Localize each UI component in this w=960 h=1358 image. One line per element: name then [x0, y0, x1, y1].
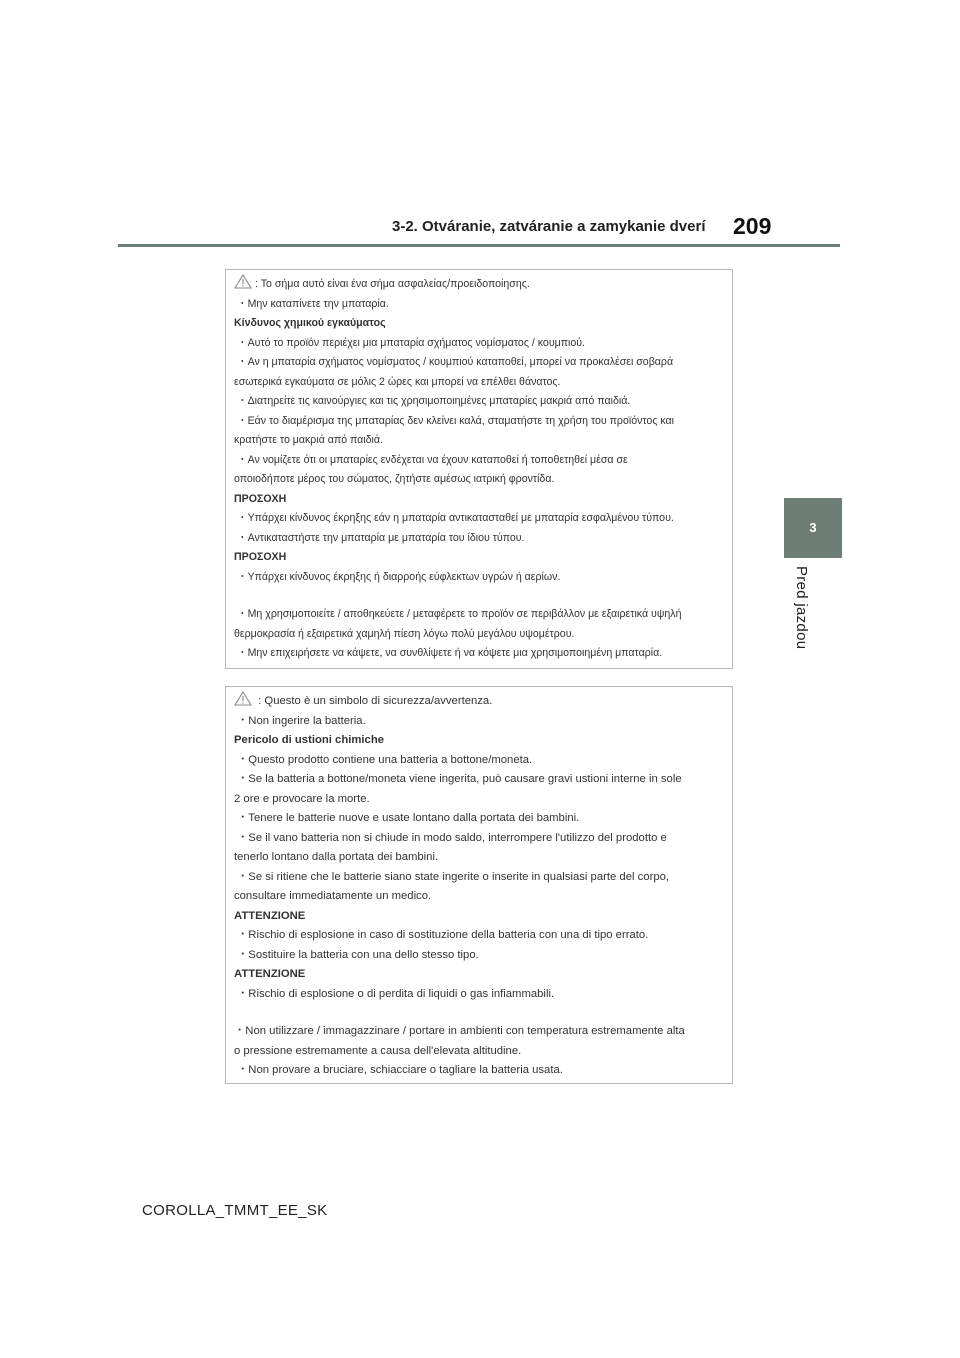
text-line [234, 392, 724, 412]
section-heading [234, 548, 724, 568]
line-text: ・Rischio di esplosione in caso di sostituzione della batteria con una di tipo errato. [237, 929, 649, 941]
section-title: 3-2. Otváranie, zatváranie a zamykanie dverí [392, 218, 706, 235]
paragraph-gap [234, 1004, 724, 1022]
line-text: 2 ore e provocare la morte. [234, 792, 370, 805]
text-line [234, 887, 724, 907]
line-text: o pressione estremamente a causa dell'elevata altitudine. [234, 1044, 522, 1057]
line-text: ・Tenere le batterie nuove e usate lontano dalla portata dei bambini. [237, 812, 580, 824]
text-line [234, 412, 724, 432]
section-heading [234, 965, 724, 985]
line-text: εσωτερικά εγκαύματα σε μόλις 2 ώρες και μπορεί να επέλθει θάνατος. [234, 375, 561, 388]
text-line [234, 295, 724, 315]
text-line [234, 568, 724, 588]
text-line [234, 451, 724, 471]
greek-warning-box [225, 269, 733, 669]
line-text: ・Διατηρείτε τις καινούργιες και τις χρησιμοποιημένες μπαταρίες μακριά από παιδιά. [237, 395, 631, 407]
text-line [234, 926, 724, 946]
line-text: Pericolo di ustioni chimiche [234, 734, 385, 746]
text-line [234, 868, 724, 888]
line-text: ・Αν η μπαταρία σχήματος νομίσματος / κουμπιού καταποθεί, μπορεί να προκαλέσει σοβαρά [237, 356, 674, 368]
line-text: ・Se la batteria a bottone/moneta viene ingerita, può causare gravi ustioni interne in sole [237, 773, 682, 785]
text-line [234, 1022, 724, 1042]
document-code: COROLLA_TMMT_EE_SK [142, 1202, 328, 1219]
line-text: ATTENZIONE [234, 968, 306, 980]
section-heading [234, 731, 724, 751]
text-line [234, 509, 724, 529]
italian-warning-box [225, 686, 733, 1084]
text-line [234, 605, 724, 625]
text-line [234, 809, 724, 829]
line-text: ・Εάν το διαμέρισμα της μπαταρίας δεν κλείνει καλά, σταματήστε τη χρήση του προϊόντος και [237, 414, 675, 427]
text-line [234, 625, 724, 645]
line-text: ・Se si ritiene che le batterie siano state ingerite o inserite in qualsiasi parte del corpo, [237, 870, 670, 883]
line-text: : Questo è un simbolo di sicurezza/avvertenza. [255, 695, 493, 707]
header-divider [118, 244, 840, 247]
text-line [234, 712, 724, 732]
line-text: ・Μην καταπίνετε την μπαταρία. [237, 297, 389, 310]
section-heading [234, 907, 724, 927]
line-text: ・Non provare a bruciare, schiacciare o tagliare la batteria usata. [237, 1064, 563, 1076]
line-text: consultare immediatamente un medico. [234, 890, 432, 902]
line-text: ・Μη χρησιμοποιείτε / αποθηκεύετε / μεταφέρετε το προϊόν σε περιβάλλον με εξαιρετικά υψηλή [237, 608, 682, 620]
text-line [234, 848, 724, 868]
text-line [234, 770, 724, 790]
chapter-title: Pred jazdou [793, 566, 810, 650]
text-line [234, 644, 724, 664]
page-number: 209 [733, 213, 772, 239]
section-heading [234, 490, 724, 510]
line-text: ・Non ingerire la batteria. [237, 714, 366, 727]
line-text: : Το σήμα αυτό είναι ένα σήμα ασφαλείας/προειδοποίησης. [255, 278, 530, 290]
text-line [234, 334, 724, 354]
text-line [234, 691, 724, 712]
line-text: tenerlo lontano dalla portata dei bambini. [234, 851, 439, 863]
line-text: ・Questo prodotto contiene una batteria a bottone/moneta. [237, 753, 533, 766]
text-line [234, 431, 724, 451]
text-line [234, 373, 724, 393]
line-text: οποιοδήποτε μέρος του σώματος, ζητήστε αμέσως ιατρική φροντίδα. [234, 473, 555, 485]
text-line [234, 985, 724, 1005]
text-line [234, 353, 724, 373]
line-text: ・Αυτό το προϊόν περιέχει μια μπαταρία σχήματος νομίσματος / κουμπιού. [237, 336, 586, 349]
section-heading [234, 314, 724, 334]
text-line [234, 529, 724, 549]
text-line [234, 1061, 724, 1081]
line-text: ・Αν νομίζετε ότι οι μπαταρίες ενδέχεται να έχουν καταποθεί ή τοποθετηθεί μέσα σε [237, 453, 628, 466]
text-line [234, 470, 724, 490]
line-text: ΠΡΟΣΟΧΗ [234, 492, 287, 505]
chapter-tab: 3 [784, 498, 842, 558]
text-line [234, 946, 724, 966]
line-text: ・Rischio di esplosione o di perdita di liquidi o gas infiammabili. [237, 987, 555, 1000]
line-text: ・Υπάρχει κίνδυνος έκρηξης εάν η μπαταρία αντικατασταθεί με μπαταρία εσφαλμένου τύπου. [237, 512, 674, 524]
line-text: ・Non utilizzare / immagazzinare / portare in ambienti con temperatura estremamente alta [234, 1025, 685, 1037]
text-line [234, 790, 724, 810]
line-text: ・Μην επιχειρήσετε να κάψετε, να συνθλίψετε ή να κόψετε μια χρησιμοποιημένη μπαταρία. [237, 647, 663, 659]
line-text: ・Υπάρχει κίνδυνος έκρηξης ή διαρροής εύφλεκτων υγρών ή αερίων. [237, 570, 561, 583]
warning-triangle-icon [234, 691, 252, 706]
text-line [234, 1042, 724, 1062]
line-text: Κίνδυνος χημικού εγκαύματος [234, 317, 386, 329]
line-text: ・Se il vano batteria non si chiude in modo saldo, interrompere l'utilizzo del prodotto e [237, 831, 667, 844]
line-text: κρατήστε το μακριά από παιδιά. [234, 434, 383, 446]
line-text: θερμοκρασία ή εξαιρετικά χαμηλή πίεση λόγω πολύ μεγάλου υψομέτρου. [234, 627, 575, 640]
text-line [234, 274, 724, 295]
text-line [234, 829, 724, 849]
line-text: ・Sostituire la batteria con una dello stesso tipo. [237, 948, 479, 961]
text-line [234, 751, 724, 771]
warning-triangle-icon [234, 274, 252, 289]
line-text: ・Αντικαταστήστε την μπαταρία με μπαταρία του ίδιου τύπου. [237, 531, 525, 544]
paragraph-gap [234, 587, 724, 605]
line-text: ATTENZIONE [234, 909, 306, 922]
line-text: ΠΡΟΣΟΧΗ [234, 551, 287, 563]
